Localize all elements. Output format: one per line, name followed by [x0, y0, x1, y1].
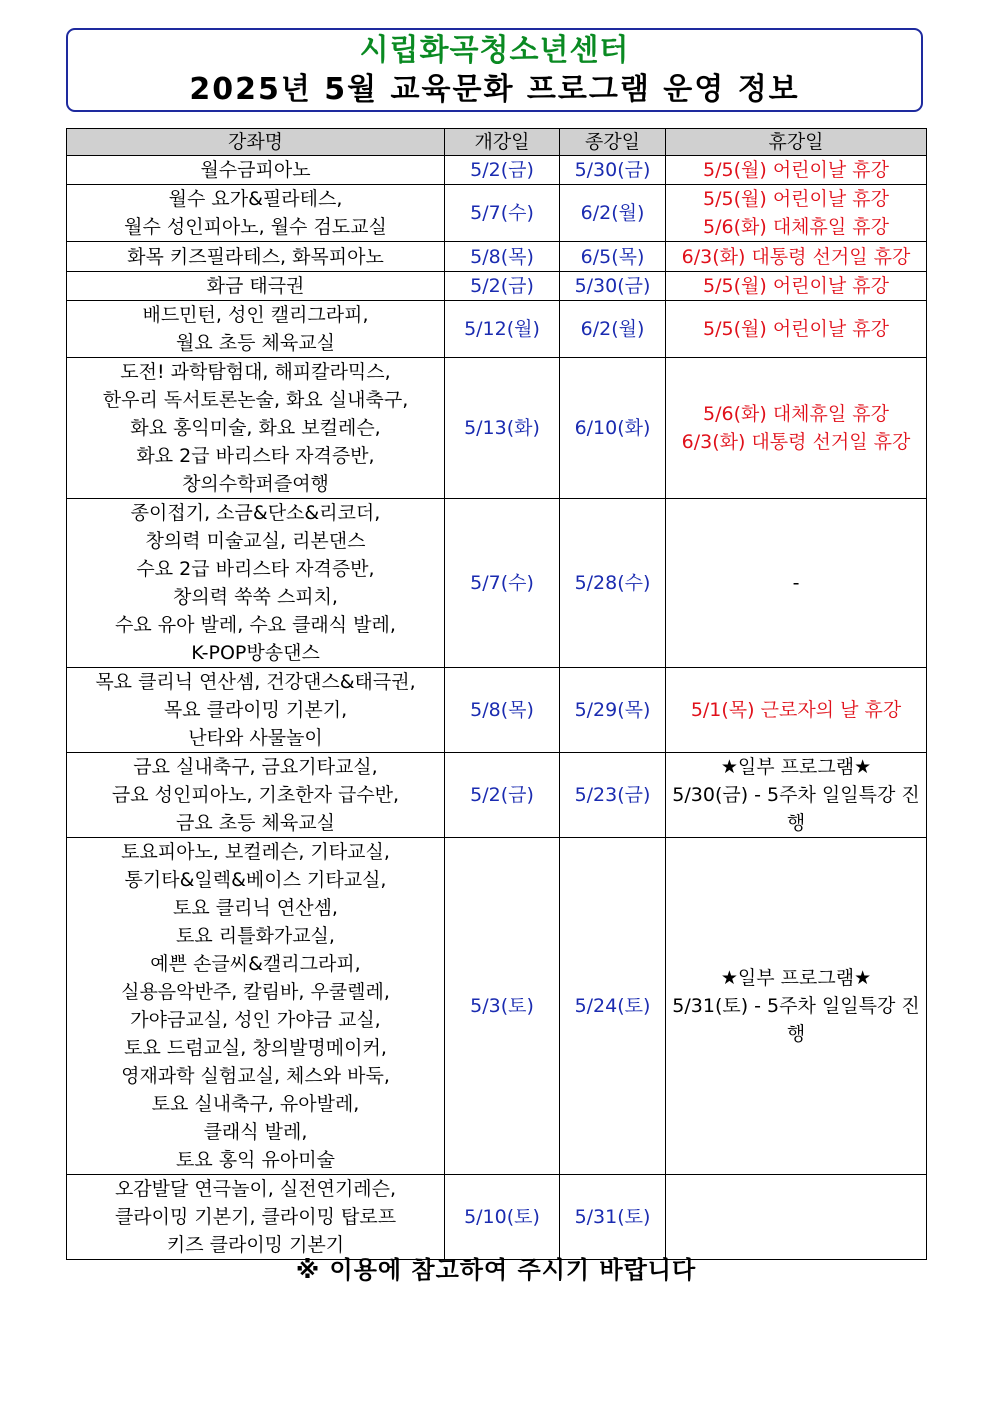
course-name: 가야금교실, 성인 가야금 교실,: [130, 1009, 381, 1031]
holiday-note: 5/5(월) 어린이날 휴강: [703, 275, 889, 297]
course-name: 토요 드럼교실, 창의발명메이커,: [124, 1037, 387, 1059]
holiday-cell: [666, 358, 927, 499]
course-name: 난타와 사물놀이: [188, 727, 323, 749]
end-date: 5/31(토): [560, 1175, 666, 1260]
program-schedule-table: [66, 128, 927, 1260]
course-name: 월수 성인피아노, 월수 검도교실: [124, 216, 387, 238]
table-row: [67, 358, 927, 499]
holiday-note: ★일부 프로그램★: [720, 756, 872, 778]
end-date: 5/23(금): [560, 753, 666, 838]
start-date: 5/13(화): [445, 358, 560, 499]
course-names-cell: [67, 272, 445, 301]
course-name: K-POP방송댄스: [191, 642, 320, 664]
end-date: 5/28(수): [560, 499, 666, 668]
course-names-cell: [67, 242, 445, 272]
start-date: 5/7(수): [445, 185, 560, 242]
table-row: [67, 499, 927, 668]
holiday-note: 5/31(토) - 5주차 일일특강 진행: [672, 995, 920, 1045]
course-names-cell: [67, 358, 445, 499]
course-name: 수요 유아 발레, 수요 클래식 발레,: [115, 614, 396, 636]
table-row: [67, 301, 927, 358]
course-names-cell: [67, 1175, 445, 1260]
table-row: [67, 156, 927, 185]
end-date: 5/30(금): [560, 156, 666, 185]
end-date: 6/2(월): [560, 301, 666, 358]
start-date: 5/8(목): [445, 242, 560, 272]
end-date: 5/29(목): [560, 668, 666, 753]
column-header-holiday: 휴강일: [666, 129, 927, 156]
course-name: 도전! 과학탐험대, 해피칼라믹스,: [120, 361, 391, 383]
course-name: 월수금피아노: [200, 159, 311, 181]
course-name: 화요 2급 바리스타 자격증반,: [136, 445, 375, 467]
course-name: 창의력 미술교실, 리본댄스: [145, 530, 366, 552]
table-row: [67, 242, 927, 272]
course-names-cell: [67, 499, 445, 668]
holiday-note: 5/1(목) 근로자의 날 휴강: [690, 699, 902, 721]
start-date: 5/7(수): [445, 499, 560, 668]
course-names-cell: [67, 838, 445, 1175]
course-names-cell: [67, 185, 445, 242]
course-name: 실용음악반주, 칼림바, 우쿨렐레,: [121, 981, 390, 1003]
course-name: 통기타&일렉&베이스 기타교실,: [124, 869, 387, 891]
table-row: [67, 1175, 927, 1260]
holiday-cell: [666, 156, 927, 185]
holiday-note: -: [792, 572, 800, 594]
holiday-note: 5/6(화) 대체휴일 휴강: [703, 403, 889, 425]
course-name: 창의수학퍼즐여행: [182, 473, 329, 495]
course-name: 오감발달 연극놀이, 실전연기레슨,: [114, 1178, 397, 1200]
start-date: 5/8(목): [445, 668, 560, 753]
course-name: 토요 클리닉 연산셈,: [173, 897, 338, 919]
course-names-cell: [67, 753, 445, 838]
course-name: 화요 홍익미술, 화요 보컬레슨,: [130, 417, 381, 439]
holiday-note: 5/5(월) 어린이날 휴강: [703, 159, 889, 181]
holiday-note: 5/30(금) - 5주차 일일특강 진행: [672, 784, 920, 834]
table-body: [67, 156, 927, 1260]
holiday-cell: [666, 753, 927, 838]
holiday-cell: [666, 301, 927, 358]
course-name: 화금 태극권: [206, 275, 305, 297]
column-header-name: 강좌명: [67, 129, 445, 156]
course-name: 예쁜 손글씨&캘리그라피,: [150, 953, 361, 975]
course-name: 배드민턴, 성인 캘리그라피,: [142, 304, 369, 326]
course-name: 월요 초등 체육교실: [176, 332, 335, 354]
page-title: 2025년 5월 교육문화 프로그램 운영 정보: [189, 72, 800, 107]
course-name: 영재과학 실험교실, 체스와 바둑,: [121, 1065, 390, 1087]
course-name: 토요 홍익 유아미술: [176, 1149, 335, 1171]
holiday-cell: [666, 185, 927, 242]
holiday-cell: [666, 272, 927, 301]
holiday-note: 5/5(월) 어린이날 휴강: [703, 188, 889, 210]
course-name: 월수 요가&필라테스,: [168, 188, 343, 210]
table-header-row: [67, 129, 927, 156]
holiday-note: 5/6(화) 대체휴일 휴강: [703, 216, 889, 238]
holiday-note: 6/3(화) 대통령 선거일 휴강: [681, 431, 911, 453]
end-date: 6/5(목): [560, 242, 666, 272]
end-date: 6/2(월): [560, 185, 666, 242]
course-name: 금요 실내축구, 금요기타교실,: [133, 756, 378, 778]
end-date: 5/30(금): [560, 272, 666, 301]
table-row: [67, 753, 927, 838]
table-row: [67, 185, 927, 242]
start-date: 5/10(토): [445, 1175, 560, 1260]
course-names-cell: [67, 156, 445, 185]
holiday-cell: [666, 499, 927, 668]
holiday-cell: [666, 1175, 927, 1260]
course-name: 금요 성인피아노, 기초한자 급수반,: [111, 784, 400, 806]
footer-note: ※ 이용에 참고하여 주시기 바랍니다: [295, 1256, 697, 1284]
course-name: 목요 클리닉 연산셈, 건강댄스&태극권,: [95, 671, 416, 693]
course-name: 수요 2급 바리스타 자격증반,: [136, 558, 375, 580]
start-date: 5/3(토): [445, 838, 560, 1175]
start-date: 5/12(월): [445, 301, 560, 358]
course-name: 화목 키즈필라테스, 화목피아노: [127, 245, 384, 268]
course-names-cell: [67, 668, 445, 753]
course-name: 토요 리틀화가교실,: [176, 925, 335, 947]
course-name: 창의력 쑥쑥 스피치,: [173, 586, 338, 608]
column-header-end: 종강일: [560, 129, 666, 156]
table-row: [67, 838, 927, 1175]
start-date: 5/2(금): [445, 753, 560, 838]
holiday-cell: [666, 668, 927, 753]
end-date: 5/24(토): [560, 838, 666, 1175]
course-name: 토요피아노, 보컬레슨, 기타교실,: [121, 841, 390, 863]
course-name: 한우리 독서토론논술, 화요 실내축구,: [102, 389, 409, 411]
holiday-cell: [666, 242, 927, 272]
course-names-cell: [67, 301, 445, 358]
holiday-note: 6/3(화) 대통령 선거일 휴강: [681, 245, 911, 268]
holiday-note: ★일부 프로그램★: [720, 967, 872, 989]
course-name: 클라이밍 기본기, 클라이밍 탑로프: [114, 1206, 397, 1228]
holiday-cell: [666, 838, 927, 1175]
course-name: 목요 클라이밍 기본기,: [163, 699, 348, 721]
start-date: 5/2(금): [445, 156, 560, 185]
table-row: [67, 668, 927, 753]
table-row: [67, 272, 927, 301]
start-date: 5/2(금): [445, 272, 560, 301]
end-date: 6/10(화): [560, 358, 666, 499]
course-name: 키즈 클라이밍 기본기: [166, 1234, 345, 1256]
course-name: 토요 실내축구, 유아발레,: [151, 1093, 360, 1115]
holiday-note: 5/5(월) 어린이날 휴강: [703, 318, 889, 340]
course-name: 클래식 발레,: [203, 1121, 308, 1143]
course-name: 금요 초등 체육교실: [176, 812, 335, 834]
course-name: 종이접기, 소금&단소&리코더,: [130, 502, 381, 524]
column-header-start: 개강일: [445, 129, 560, 156]
title-box: [66, 28, 923, 112]
center-name: 시립화곡청소년센터: [359, 33, 630, 68]
